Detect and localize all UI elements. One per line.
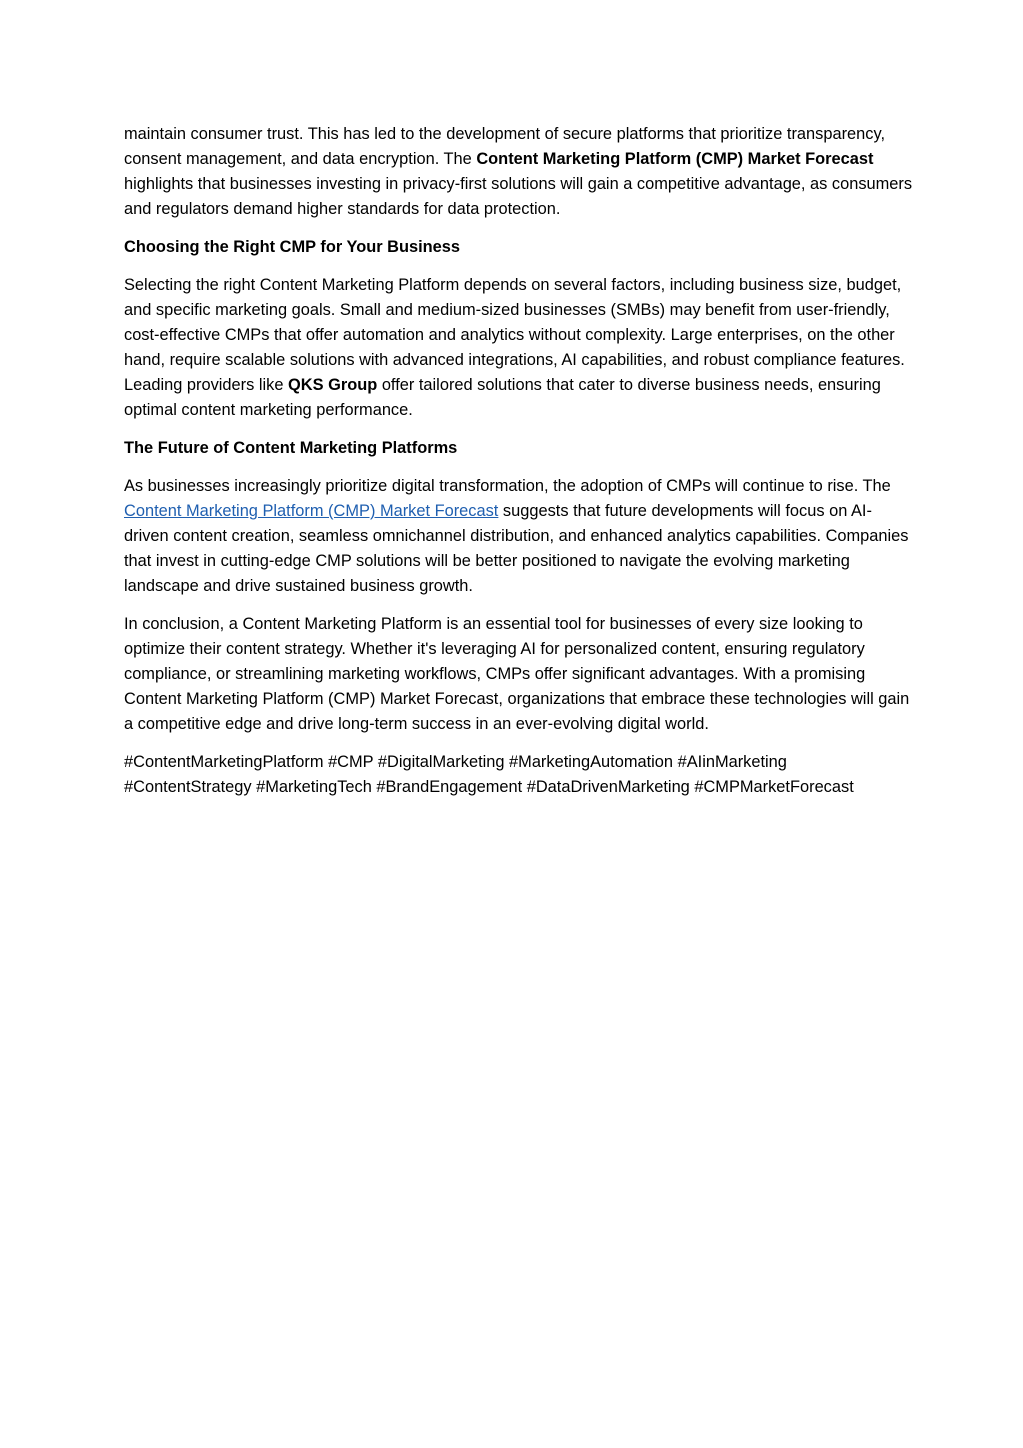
- paragraph-text: As businesses increasingly prioritize digital transformation, the adoption of CMPs will continue to rise. The: [124, 477, 891, 495]
- paragraph-choosing: [124, 273, 914, 423]
- hashtags: #ContentMarketingPlatform #CMP #DigitalMarketing #MarketingAutomation #AIinMarketing #ContentStrategy #MarketingTech #BrandEngagement #DataDrivenMarketing #CMPMarketForecast: [124, 753, 854, 796]
- section-heading-future: The Future of Content Marketing Platforms: [124, 439, 458, 457]
- document-page: [124, 122, 914, 813]
- paragraph-text: highlights that businesses investing in privacy-first solutions will gain a competitive advantage, as consumers and regulators demand higher standards for data protection.: [124, 175, 913, 218]
- paragraph-privacy: [124, 122, 914, 222]
- paragraph-conclusion: In conclusion, a Content Marketing Platform is an essential tool for businesses of every size looking to optimize their content strategy. Whether it's leveraging AI for personalized content, ensuring regulatory compliance, or streamlining marketing workflows, CMPs offer significant advantages. With a promising Content Marketing Platform (CMP) Market Forecast, organizations that embrace these technologies will gain a competitive edge and drive long-term success in an ever-evolving digital world.: [124, 615, 910, 733]
- bold-phrase: Content Marketing Platform (CMP) Market Forecast: [476, 150, 874, 168]
- section-heading-choosing: Choosing the Right CMP for Your Business: [124, 238, 461, 256]
- paragraph-text: suggests that future developments will focus on AI-driven content creation, seamless omnichannel distribution, and enhanced analytics capabilities. Companies that invest in cutting-edge CMP solutions will be better positioned to navigate the evolving marketing landscape and drive sustained business growth.: [124, 502, 909, 595]
- paragraph-future: [124, 474, 914, 599]
- paragraph-text: offer tailored solutions that cater to diverse business needs, ensuring optimal content marketing performance.: [124, 376, 881, 419]
- paragraph-text: maintain consumer trust. This has led to the development of secure platforms that prioritize transparency, consent management, and data encryption. The: [124, 125, 886, 168]
- paragraph-text: Selecting the right Content Marketing Platform depends on several factors, including business size, budget, and specific marketing goals. Small and medium-sized businesses (SMBs) may benefit from user-friendly, cost-effective CMPs that offer automation and analytics without complexity. Large enterprises, on the other hand, require scalable solutions with advanced integrations, AI capabilities, and robust compliance features. Leading providers like: [124, 276, 905, 394]
- bold-phrase: QKS Group: [288, 376, 378, 394]
- market-forecast-link[interactable]: Content Marketing Platform (CMP) Market Forecast: [124, 502, 499, 520]
